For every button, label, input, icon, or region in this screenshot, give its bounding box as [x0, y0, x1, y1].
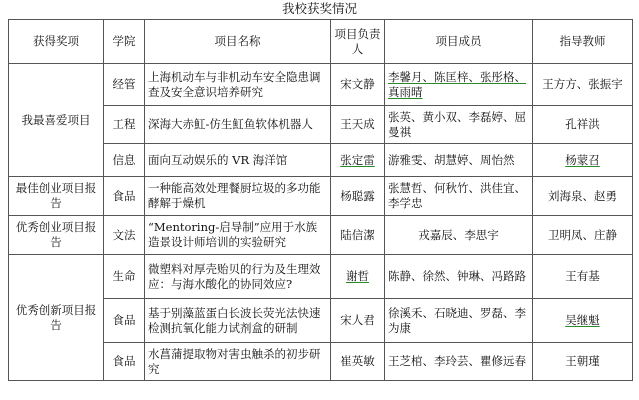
college-cell: 食品	[104, 299, 145, 343]
project-cell: 上海机动车与非机动车安全隐患调查及安全意识培养研究	[145, 64, 331, 106]
project-cell: 基于别藻蓝蛋白长波长荧光法快速检测抗氧化能力试剂盒的研制	[145, 299, 331, 343]
table-row	[9, 216, 633, 255]
members-cell: 徐溪禾、石晓迪、罗磊、李为康	[385, 299, 533, 343]
leader-cell: 崔英敏	[331, 343, 385, 381]
members-cell: 陈静、徐然、钟琳、冯路路	[385, 255, 533, 299]
project-cell: 水菖蒲提取物对害虫触杀的初步研究	[145, 343, 331, 381]
college-cell: 信息	[104, 144, 145, 177]
award-cell: 优秀创新项目报告	[9, 255, 104, 381]
members-cell: 戎嘉辰、李思宇	[385, 216, 533, 255]
advisor-cell: 王方方、张振宇	[533, 64, 633, 106]
award-cell: 我最喜爱项目	[9, 64, 104, 177]
header-leader: 项目负责人	[331, 20, 385, 64]
header-advisor: 指导教师	[533, 20, 633, 64]
leader-cell: 王天成	[331, 106, 385, 144]
leader-cell: 张定雷	[331, 144, 385, 177]
members-cell: 张英、黄小双、李磊婷、屈曼祺	[385, 106, 533, 144]
advisor-cell: 卫明凤、庄静	[533, 216, 633, 255]
project-cell: 微塑料对厚壳贻贝的行为及生理效应：与海水酸化的协同效应?	[145, 255, 331, 299]
awards-table	[8, 19, 633, 381]
award-cell: 最佳创业项目报告	[9, 177, 104, 216]
header-row	[9, 20, 633, 64]
college-cell: 工程	[104, 106, 145, 144]
header-members: 项目成员	[385, 20, 533, 64]
leader-cell: 宋人君	[331, 299, 385, 343]
advisor-cell: 杨蒙召	[533, 144, 633, 177]
advisor-cell: 孔祥洪	[533, 106, 633, 144]
members-cell: 王芝棺、李玲芸、瞿修远春	[385, 343, 533, 381]
page-title: 我校获奖情况	[281, 1, 357, 16]
leader-cell: 谢哲	[331, 255, 385, 299]
advisor-cell: 王有基	[533, 255, 633, 299]
award-cell: 优秀创业项目报告	[9, 216, 104, 255]
table-row	[9, 177, 633, 216]
college-cell: 生命	[104, 255, 145, 299]
advisor-cell: 刘海泉、赵勇	[533, 177, 633, 216]
header-project: 项目名称	[145, 20, 331, 64]
leader-cell: 陆信潔	[331, 216, 385, 255]
project-cell: 深海大赤魟-仿生魟鱼软体机器人	[145, 106, 331, 144]
leader-cell: 杨聪露	[331, 177, 385, 216]
table-row	[9, 64, 633, 106]
college-cell: 经管	[104, 64, 145, 106]
leader-cell: 宋文静	[331, 64, 385, 106]
college-cell: 食品	[104, 343, 145, 381]
header-award: 获得奖项	[9, 20, 104, 64]
members-cell: 李馨月、陈匡梓、张彤格、 真雨晴	[385, 64, 533, 106]
table-row	[9, 255, 633, 299]
college-cell: 文法	[104, 216, 145, 255]
members-cell: 游雅雯、胡慧婷、周怡然	[385, 144, 533, 177]
advisor-cell: 王朝瑾	[533, 343, 633, 381]
project-cell: 一种能高效处理餐厨垃圾的多功能酵解于燥机	[145, 177, 331, 216]
college-cell: 食品	[104, 177, 145, 216]
members-cell: 张慧哲、何秋竹、洪佳宜、 李学忠	[385, 177, 533, 216]
project-cell: “Mentoring-启导制”应用于水族造景设计师培训的实验研究	[145, 216, 331, 255]
advisor-cell: 吴继魁	[533, 299, 633, 343]
header-college: 学院	[104, 20, 145, 64]
project-cell: 面向互动娱乐的 VR 海洋馆	[145, 144, 331, 177]
